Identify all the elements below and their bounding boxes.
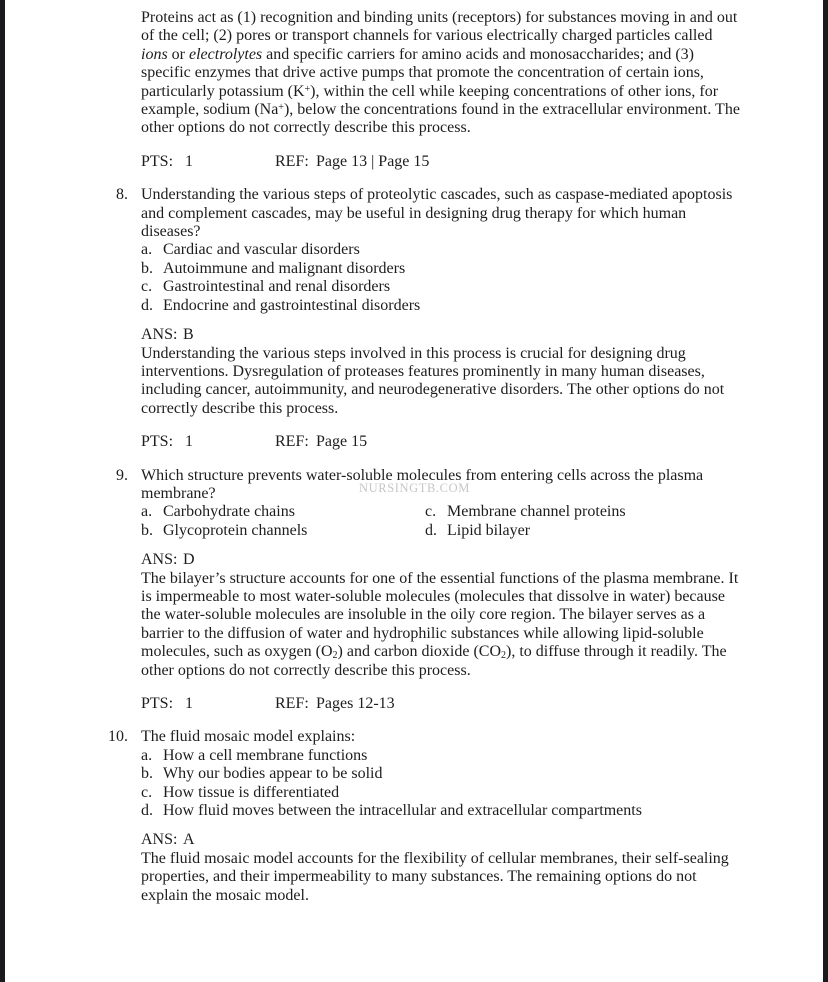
option-letter: a. bbox=[141, 746, 153, 764]
option-d bbox=[425, 522, 740, 540]
question-number: 10. bbox=[108, 728, 128, 746]
option-letter: d. bbox=[425, 521, 437, 539]
option-b bbox=[141, 765, 740, 783]
question-number: 9. bbox=[116, 466, 128, 484]
document-page[interactable] bbox=[105, 9, 740, 905]
option-text: Cardiac and vascular disorders bbox=[163, 241, 360, 259]
answer-line bbox=[141, 326, 740, 344]
option-d bbox=[141, 297, 740, 315]
ans-label: ANS: bbox=[141, 326, 178, 344]
option-text: Membrane channel proteins bbox=[447, 503, 626, 521]
ans-value: A bbox=[183, 831, 195, 849]
pts-label: PTS: bbox=[141, 695, 174, 712]
answer-line bbox=[141, 831, 740, 849]
answer-line bbox=[141, 551, 740, 569]
pts-ref-line bbox=[141, 695, 740, 713]
option-a bbox=[141, 241, 740, 259]
option-letter: c. bbox=[141, 783, 153, 801]
viewer-edge-left bbox=[0, 0, 5, 982]
option-text: How tissue is differentiated bbox=[163, 783, 340, 801]
answer-block-9 bbox=[141, 551, 740, 680]
question-stem: Which structure prevents water-soluble molecules from entering cells across the plasma membrane? bbox=[141, 466, 704, 502]
pts-label: PTS: bbox=[141, 433, 174, 451]
pts-value: 1 bbox=[185, 695, 193, 712]
answer-block-8 bbox=[141, 326, 740, 418]
ref-label: REF: bbox=[275, 695, 309, 712]
rationale-paragraph: Proteins act as (1) recognition and binding units (receptors) for substances moving in and out of the cell; (2) pores or transport channels for various electrically charged particles called ions or electrolytes and specific carriers for amino acids and monosaccharides; and (3) specific enzymes that drive active pumps that promote the concentration of certain ions, particularly potassium (K+), within the cell while keeping concentrations of other ions, for example, sodium (Na+), below the concentrations found in the extracellular environment. The other options do not correctly describe this process. bbox=[141, 9, 740, 137]
option-letter: d. bbox=[141, 802, 153, 820]
answer-rationale: The fluid mosaic model accounts for the flexibility of cellular membranes, their self-sealing properties, and their impermeability to many substances. The remaining options do not explain the mosaic model. bbox=[141, 849, 729, 904]
question-9 bbox=[105, 467, 740, 541]
option-b bbox=[141, 260, 740, 278]
option-c bbox=[141, 278, 740, 296]
answer-rationale: The bilayer’s structure accounts for one of the essential functions of the plasma membrane. It is impermeable to most water-soluble molecules (molecules that dissolve in water) because the water-soluble molecules are insoluble in the oily core region. The bilayer serves as a barrier to the diffusion of water and hydrophilic substances while allowing lipid-soluble molecules, such as oxygen $(O_2)$ and carbon dioxide $(CO_2)$, to diffuse through it readily. The other options do not correctly describe this process. bbox=[141, 569, 739, 679]
option-letter: c. bbox=[141, 278, 153, 296]
option-text: Autoimmune and malignant disorders bbox=[163, 259, 406, 277]
option-letter: b. bbox=[141, 521, 153, 539]
ref-value: Pages 12-13 bbox=[316, 695, 395, 712]
option-text: How fluid moves between the intracellular and extracellular compartments bbox=[163, 802, 642, 820]
ref-value: Page 15 bbox=[316, 433, 368, 451]
option-text: Carbohydrate chains bbox=[163, 503, 295, 521]
option-text: Gastrointestinal and renal disorders bbox=[163, 278, 391, 296]
option-d bbox=[141, 802, 740, 820]
option-letter: a. bbox=[141, 241, 153, 259]
option-a bbox=[141, 503, 425, 521]
option-text: Lipid bilayer bbox=[447, 521, 531, 539]
ans-label: ANS: bbox=[141, 551, 178, 569]
option-c bbox=[425, 503, 740, 521]
question-8 bbox=[105, 186, 740, 315]
option-letter: d. bbox=[141, 296, 153, 314]
ref-label: REF: bbox=[275, 152, 309, 170]
pts-value: 1 bbox=[185, 433, 193, 451]
question-stem: Understanding the various steps of proteolytic cascades, such as caspase-mediated apoptosis and complement cascades, may be useful in designing drug therapy for which human diseases? bbox=[141, 186, 733, 241]
option-text: Why our bodies appear to be solid bbox=[163, 765, 383, 783]
ans-value: B bbox=[183, 326, 194, 344]
option-c bbox=[141, 784, 740, 802]
option-letter: a. bbox=[141, 503, 153, 521]
answer-block-10 bbox=[141, 831, 740, 905]
option-text: Endocrine and gastrointestinal disorders bbox=[163, 296, 421, 314]
ref-label: REF: bbox=[275, 433, 309, 451]
option-b bbox=[141, 522, 425, 540]
ref-value: Page 13 | Page 15 bbox=[316, 152, 430, 170]
ans-value: D bbox=[183, 551, 195, 569]
pts-ref-line bbox=[141, 153, 740, 171]
option-row-1 bbox=[141, 503, 740, 521]
answer-rationale: Understanding the various steps involved in this process is crucial for designing drug interventions. Dysregulation of proteases features prominently in many human diseases, including cancer, autoimmunity, and neurodegenerative disorders. The other options do not correctly describe this process. bbox=[141, 344, 725, 417]
option-text: How a cell membrane functions bbox=[163, 746, 368, 764]
option-text: Glycoprotein channels bbox=[163, 521, 308, 539]
option-a bbox=[141, 747, 740, 765]
pts-label: PTS: bbox=[141, 152, 174, 170]
question-number: 8. bbox=[116, 186, 128, 204]
option-row-2 bbox=[141, 522, 740, 540]
ans-label: ANS: bbox=[141, 831, 178, 849]
option-letter: b. bbox=[141, 259, 153, 277]
question-10 bbox=[105, 728, 740, 820]
question-stem: The fluid mosaic model explains: bbox=[141, 728, 356, 746]
option-letter: b. bbox=[141, 765, 153, 783]
pts-value: 1 bbox=[185, 152, 193, 170]
option-letter: c. bbox=[425, 503, 437, 521]
viewer-edge-right bbox=[823, 0, 828, 982]
watermark: NURSINGTB.COM bbox=[359, 481, 470, 495]
pts-ref-line bbox=[141, 433, 740, 451]
